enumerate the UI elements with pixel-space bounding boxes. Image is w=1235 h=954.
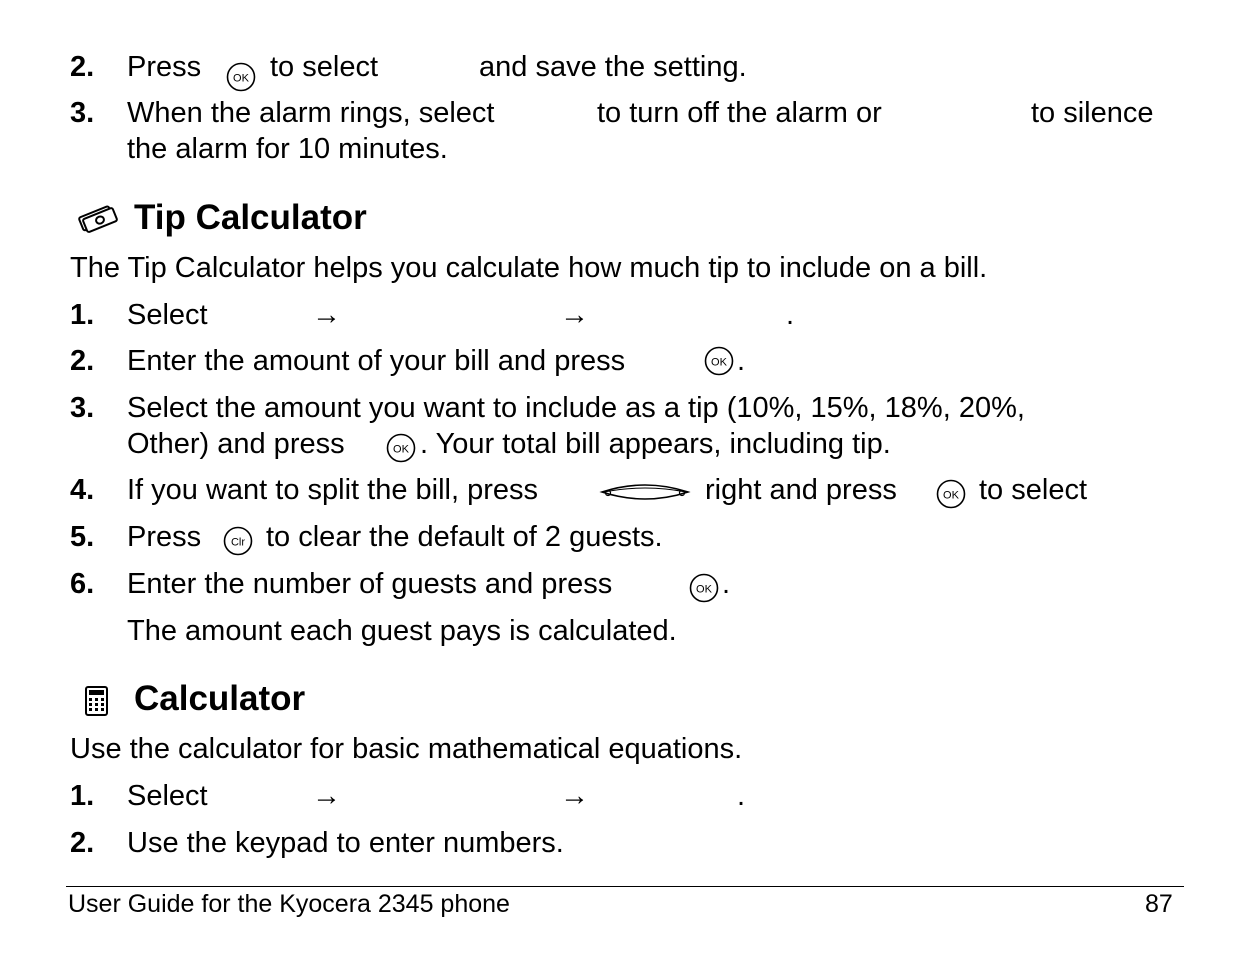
navigation-key-icon: [598, 480, 692, 504]
footer-divider: [66, 886, 1184, 887]
step-number: 4.: [70, 474, 95, 506]
arrow: →: [312, 299, 341, 331]
step-number: 1.: [70, 299, 95, 331]
ok-key-icon: [386, 433, 416, 463]
punctuation: .: [722, 568, 731, 600]
step-number: 2.: [70, 827, 95, 859]
section-heading: Tip Calculator: [134, 198, 367, 237]
step-text: Press: [127, 51, 202, 83]
step-number: 6.: [70, 568, 95, 600]
step-text: Select: [127, 299, 208, 331]
step-text: to clear the default of 2 guests.: [266, 521, 663, 553]
step-number: 2.: [70, 51, 95, 83]
step-text: and save the setting.: [479, 51, 747, 83]
ok-key-icon: [689, 573, 719, 603]
step-number: 5.: [70, 521, 95, 553]
svg-text:OK: OK: [711, 356, 727, 369]
svg-text:OK: OK: [696, 583, 712, 596]
arrow: →: [560, 780, 589, 812]
svg-text:OK: OK: [233, 72, 249, 85]
ok-key-icon: [936, 479, 966, 509]
calculator-icon: [84, 685, 110, 717]
section-intro: Use the calculator for basic mathematical equations.: [70, 733, 743, 765]
step-text: When the alarm rings, select: [127, 97, 495, 129]
page-number: 87: [1145, 890, 1173, 918]
svg-text:OK: OK: [943, 489, 959, 502]
clr-key-icon: [223, 526, 253, 556]
step-text: . Your total bill appears, including tip.: [420, 428, 891, 460]
section-heading: Calculator: [134, 679, 306, 718]
svg-text:OK: OK: [393, 443, 409, 456]
step-text: to silence: [1031, 97, 1154, 129]
punctuation: .: [737, 345, 746, 377]
step-text: If you want to split the bill, press: [127, 474, 539, 506]
svg-text:Clr: Clr: [230, 536, 246, 549]
ok-key-icon: [226, 62, 256, 92]
step-text: right and press: [705, 474, 897, 506]
step-number: 1.: [70, 780, 95, 812]
step-text: to select: [270, 51, 378, 83]
ok-key-icon: [704, 346, 734, 376]
arrow: →: [312, 780, 341, 812]
step-number: 3.: [70, 392, 95, 424]
step-text: to select: [979, 474, 1087, 506]
arrow: →: [560, 299, 589, 331]
punctuation: .: [786, 299, 795, 331]
step-text: Use the keypad to enter numbers.: [127, 827, 564, 859]
step-text: Enter the amount of your bill and press: [127, 345, 626, 377]
step-text: Enter the number of guests and press: [127, 568, 613, 600]
step-text: Select: [127, 780, 208, 812]
step-text: Press: [127, 521, 202, 553]
step-number: 3.: [70, 97, 95, 129]
step-number: 2.: [70, 345, 95, 377]
step-text: to turn off the alarm or: [597, 97, 882, 129]
step-text: Select the amount you want to include as a tip (10%, 15%, 18%, 20%,: [127, 392, 1025, 424]
step-text: Other) and press: [127, 428, 345, 460]
alarm-step-2: [127, 50, 201, 84]
money-icon: [76, 203, 118, 233]
step-note: The amount each guest pays is calculated.: [127, 615, 677, 647]
punctuation: .: [737, 780, 746, 812]
section-intro: The Tip Calculator helps you calculate how much tip to include on a bill.: [70, 252, 988, 284]
step-text: the alarm for 10 minutes.: [127, 133, 448, 165]
footer-title: User Guide for the Kyocera 2345 phone: [68, 890, 510, 918]
